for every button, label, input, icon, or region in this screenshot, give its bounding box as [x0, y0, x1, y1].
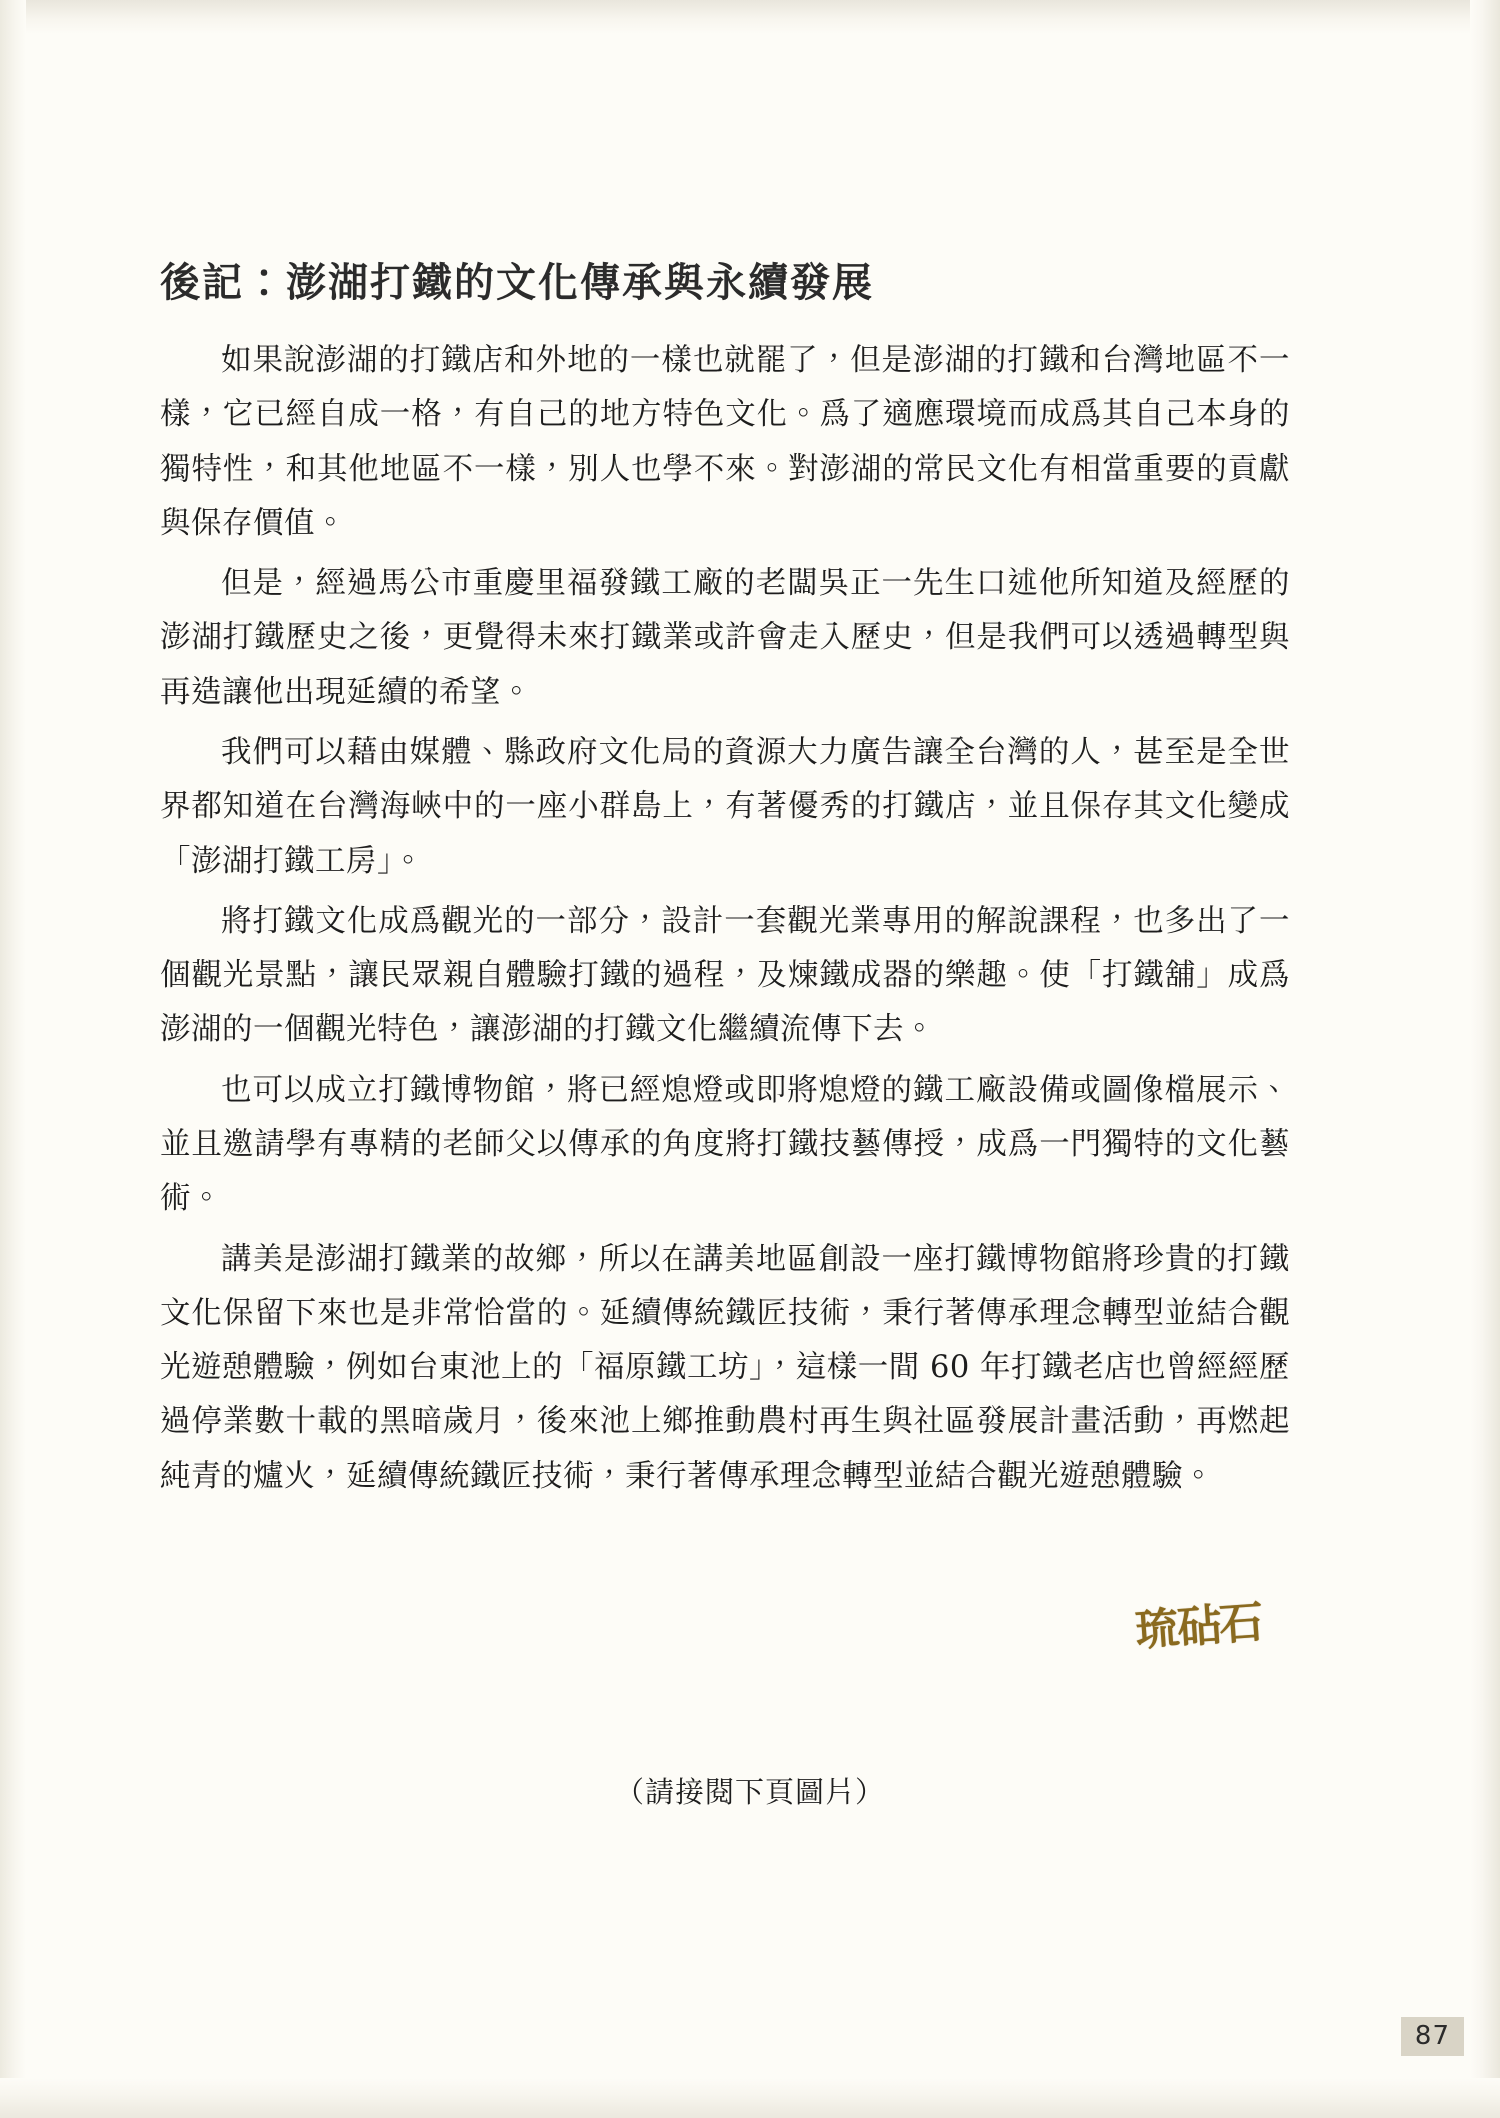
- body-paragraph: 也可以成立打鐵博物館，將已經熄燈或即將熄燈的鐵工廠設備或圖像檔展示、並且邀請學有專精的老師父以傳承的角度將打鐵技藝傳授，成爲一門獨特的文化藝術。: [160, 1072, 1290, 1217]
- body-paragraph: 將打鐵文化成爲觀光的一部分，設計一套觀光業專用的解說課程，也多出了一個觀光景點，讓民眾親自體驗打鐵的過程，及煉鐵成器的樂趣。使「打鐵舖」成爲澎湖的一個觀光特色，讓澎湖的打鐵文化繼續流傳下去。: [160, 903, 1290, 1048]
- scan-edge-top: [0, 0, 1500, 34]
- page-title: 後記：澎湖打鐵的文化傳承與永續發展: [160, 260, 874, 306]
- scan-edge-bottom: [0, 2078, 1500, 2118]
- continuation-note: （請接閱下頁圖片）: [614, 1775, 885, 1809]
- body-paragraph: 我們可以藉由媒體、縣政府文化局的資源大力廣告讓全台灣的人，甚至是全世界都知道在台灣海峽中的一座小群島上，有著優秀的打鐵店，並且保存其文化變成「澎湖打鐵工房」。: [160, 734, 1290, 879]
- page-body: [160, 258, 1290, 1510]
- signature-seal: 琉砧石: [1133, 1596, 1264, 1657]
- page-number: 87: [1401, 2017, 1464, 2056]
- body-paragraph: 如果說澎湖的打鐵店和外地的一樣也就罷了，但是澎湖的打鐵和台灣地區不一樣，它已經自成一格，有自己的地方特色文化。爲了適應環境而成爲其自己本身的獨特性，和其他地區不一樣，別人也學不來。對澎湖的常民文化有相當重要的貢獻與保存價值。: [160, 343, 1290, 541]
- body-paragraph: 但是，經過馬公市重慶里福發鐵工廠的老闆吳正一先生口述他所知道及經歷的澎湖打鐵歷史之後，更覺得未來打鐵業或許會走入歷史，但是我們可以透過轉型與再造讓他出現延續的希望。: [160, 566, 1290, 710]
- body-paragraph: 講美是澎湖打鐵業的故鄉，所以在講美地區創設一座打鐵博物館將珍貴的打鐵文化保留下來也是非常恰當的。延續傳統鐵匠技術，秉行著傳承理念轉型並結合觀光遊憩體驗，例如台東池上的「福原鐵工坊」，這樣一間 60 年打鐵老店也曾經經歷過停業數十載的黑暗歲月，後來池上鄉推動農村再生與社區發展計畫活動，再燃起純青的爐火，延續傳統鐵匠技術，秉行著傳承理念轉型並結合觀光遊憩體驗。: [160, 1241, 1290, 1494]
